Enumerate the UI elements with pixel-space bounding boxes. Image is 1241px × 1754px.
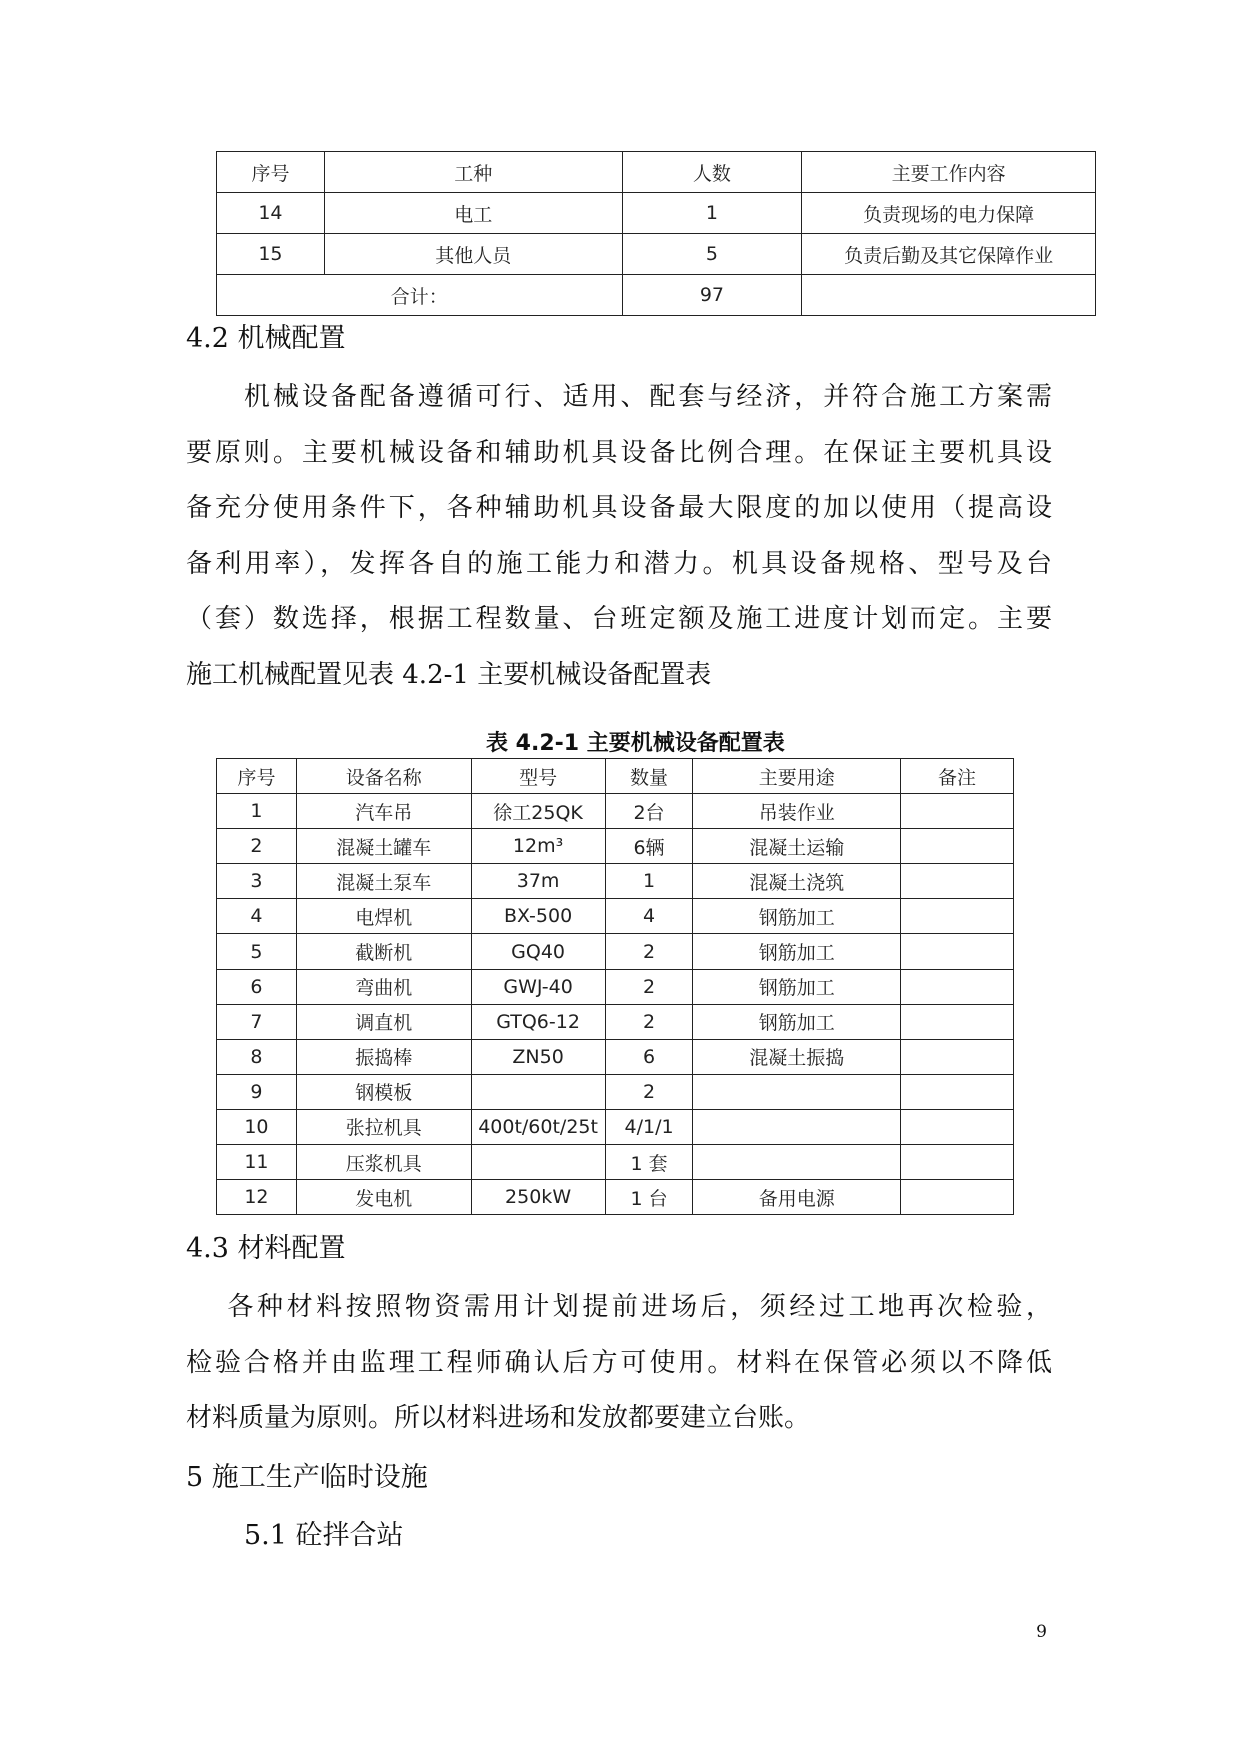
equipment-cell [901, 1145, 1014, 1180]
section-heading-4-2: 4.2 机械配置 [186, 323, 346, 354]
equipment-cell: 2 [217, 829, 297, 864]
equipment-table-row [217, 794, 1014, 829]
paragraph-line: 检验合格并由监理工程师确认后方可使用。材料在保管必须以不降低 [186, 1347, 1052, 1378]
labor-cell: 其他人员 [324, 234, 622, 275]
equipment-cell: GTQ6-12 [471, 1004, 605, 1039]
paragraph-line: 各种材料按照物资需用计划提前进场后，须经过工地再次检验， [186, 1292, 1052, 1322]
equipment-cell: ZN50 [471, 1039, 605, 1074]
equipment-header-cell: 型号 [471, 759, 605, 794]
equipment-cell: 11 [217, 1145, 297, 1180]
equipment-table [216, 758, 1014, 1215]
equipment-cell: 发电机 [296, 1180, 471, 1215]
section-heading-4-3: 4.3 材料配置 [186, 1233, 346, 1264]
equipment-cell: GQ40 [471, 934, 605, 969]
equipment-cell [901, 1180, 1014, 1215]
equipment-cell [901, 934, 1014, 969]
equipment-cell: 12 [217, 1180, 297, 1215]
equipment-cell [901, 864, 1014, 899]
equipment-cell: 混凝土运输 [693, 829, 901, 864]
section-4-3-paragraph [186, 1280, 1052, 1447]
equipment-cell: 振捣棒 [296, 1039, 471, 1074]
labor-cell: 5 [622, 234, 802, 275]
equipment-cell: 5 [217, 934, 297, 969]
equipment-cell [901, 899, 1014, 934]
equipment-table-row [217, 1004, 1014, 1039]
equipment-cell: 钢模板 [296, 1074, 471, 1109]
equipment-cell: 4 [605, 899, 693, 934]
equipment-cell [471, 1074, 605, 1109]
equipment-cell: 2 [605, 934, 693, 969]
page-number: 9 [1036, 1622, 1047, 1642]
equipment-cell: 6 [605, 1039, 693, 1074]
equipment-cell [901, 794, 1014, 829]
equipment-cell: 400t/60t/25t [471, 1109, 605, 1144]
equipment-cell: 吊装作业 [693, 794, 901, 829]
equipment-cell: GWJ-40 [471, 969, 605, 1004]
equipment-cell: 截断机 [296, 934, 471, 969]
labor-cell: 电工 [324, 193, 622, 234]
equipment-cell: 7 [217, 1004, 297, 1039]
equipment-cell: 1 台 [605, 1180, 693, 1215]
equipment-cell [901, 1074, 1014, 1109]
equipment-table-row [217, 1109, 1014, 1144]
paragraph-line: 材料质量为原则。所以材料进场和发放都要建立台账。 [186, 1403, 811, 1434]
equipment-cell: 钢筋加工 [693, 934, 901, 969]
equipment-cell: 混凝土泵车 [296, 864, 471, 899]
equipment-cell: 2 [605, 1074, 693, 1109]
equipment-cell [693, 1074, 901, 1109]
paragraph-line: 施工机械配置见表 4.2-1 主要机械设备配置表 [186, 659, 712, 690]
equipment-cell [901, 1109, 1014, 1144]
labor-cell: 负责后勤及其它保障作业 [802, 234, 1096, 275]
labor-cell: 1 [622, 193, 802, 234]
equipment-table-row [217, 829, 1014, 864]
equipment-cell: 钢筋加工 [693, 899, 901, 934]
equipment-cell: 4 [217, 899, 297, 934]
equipment-table-row [217, 1180, 1014, 1215]
paragraph-line: 要原则。主要机械设备和辅助机具设备比例合理。在保证主要机具设 [186, 437, 1052, 468]
labor-cell: 15 [217, 234, 325, 275]
equipment-table-body [217, 759, 1014, 1215]
paragraph-line: 备充分使用条件下，各种辅助机具设备最大限度的加以使用（提高设 [186, 493, 1052, 524]
equipment-cell: 1 套 [605, 1145, 693, 1180]
paragraph-line: （套）数选择，根据工程数量、台班定额及施工进度计划而定。主要 [186, 604, 1052, 635]
equipment-cell: BX-500 [471, 899, 605, 934]
equipment-table-caption: 表 4.2-1 主要机械设备配置表 [486, 731, 785, 756]
equipment-cell: 汽车吊 [296, 794, 471, 829]
labor-table-row [217, 234, 1096, 275]
equipment-cell [693, 1145, 901, 1180]
equipment-cell: 弯曲机 [296, 969, 471, 1004]
equipment-cell: 备用电源 [693, 1180, 901, 1215]
equipment-cell: 9 [217, 1074, 297, 1109]
labor-total-empty [802, 275, 1096, 316]
equipment-cell: 10 [217, 1109, 297, 1144]
equipment-table-row [217, 864, 1014, 899]
equipment-cell [901, 829, 1014, 864]
equipment-cell [693, 1109, 901, 1144]
equipment-cell: 压浆机具 [296, 1145, 471, 1180]
equipment-cell: 张拉机具 [296, 1109, 471, 1144]
equipment-cell: 12m³ [471, 829, 605, 864]
equipment-cell: 混凝土罐车 [296, 829, 471, 864]
labor-cell: 14 [217, 193, 325, 234]
equipment-cell [901, 1039, 1014, 1074]
labor-header-cell: 序号 [217, 152, 325, 193]
equipment-header-cell: 设备名称 [296, 759, 471, 794]
labor-table-row [217, 193, 1096, 234]
equipment-cell: 2台 [605, 794, 693, 829]
equipment-cell: 徐工25QK [471, 794, 605, 829]
equipment-cell: 钢筋加工 [693, 969, 901, 1004]
equipment-cell: 1 [217, 794, 297, 829]
equipment-cell: 2 [605, 969, 693, 1004]
equipment-table-row [217, 969, 1014, 1004]
paragraph-line: 备利用率），发挥各自的施工能力和潜力。机具设备规格、型号及台 [186, 548, 1052, 579]
equipment-table-header-row [217, 759, 1014, 794]
section-4-2-paragraph [186, 370, 1052, 704]
equipment-table-row [217, 1039, 1014, 1074]
equipment-cell: 混凝土振捣 [693, 1039, 901, 1074]
equipment-cell: 3 [217, 864, 297, 899]
equipment-header-cell: 备注 [901, 759, 1014, 794]
equipment-cell: 混凝土浇筑 [693, 864, 901, 899]
equipment-cell: 钢筋加工 [693, 1004, 901, 1039]
equipment-cell [471, 1145, 605, 1180]
labor-table-header-row [217, 152, 1096, 193]
section-heading-5-1: 5.1 砼拌合站 [244, 1520, 404, 1551]
equipment-header-cell: 序号 [217, 759, 297, 794]
labor-header-cell: 人数 [622, 152, 802, 193]
labor-table [216, 151, 1096, 316]
equipment-table-row [217, 899, 1014, 934]
labor-header-cell: 主要工作内容 [802, 152, 1096, 193]
equipment-cell: 6 [217, 969, 297, 1004]
equipment-cell: 37m [471, 864, 605, 899]
labor-total-label: 合计： [217, 275, 623, 316]
equipment-table-row [217, 934, 1014, 969]
equipment-header-cell: 主要用途 [693, 759, 901, 794]
paragraph-line: 机械设备配备遵循可行、适用、配套与经济，并符合施工方案需 [186, 382, 1052, 412]
equipment-table-row [217, 1145, 1014, 1180]
equipment-header-cell: 数量 [605, 759, 693, 794]
equipment-cell [901, 969, 1014, 1004]
section-heading-5: 5 施工生产临时设施 [186, 1462, 428, 1493]
labor-header-cell: 工种 [324, 152, 622, 193]
equipment-cell: 6辆 [605, 829, 693, 864]
equipment-cell: 4/1/1 [605, 1109, 693, 1144]
labor-total-value: 97 [622, 275, 802, 316]
equipment-cell: 250kW [471, 1180, 605, 1215]
labor-cell: 负责现场的电力保障 [802, 193, 1096, 234]
labor-table-total-row [217, 275, 1096, 316]
equipment-cell: 2 [605, 1004, 693, 1039]
equipment-table-row [217, 1074, 1014, 1109]
equipment-cell: 调直机 [296, 1004, 471, 1039]
equipment-cell: 1 [605, 864, 693, 899]
equipment-cell: 电焊机 [296, 899, 471, 934]
equipment-cell: 8 [217, 1039, 297, 1074]
equipment-cell [901, 1004, 1014, 1039]
